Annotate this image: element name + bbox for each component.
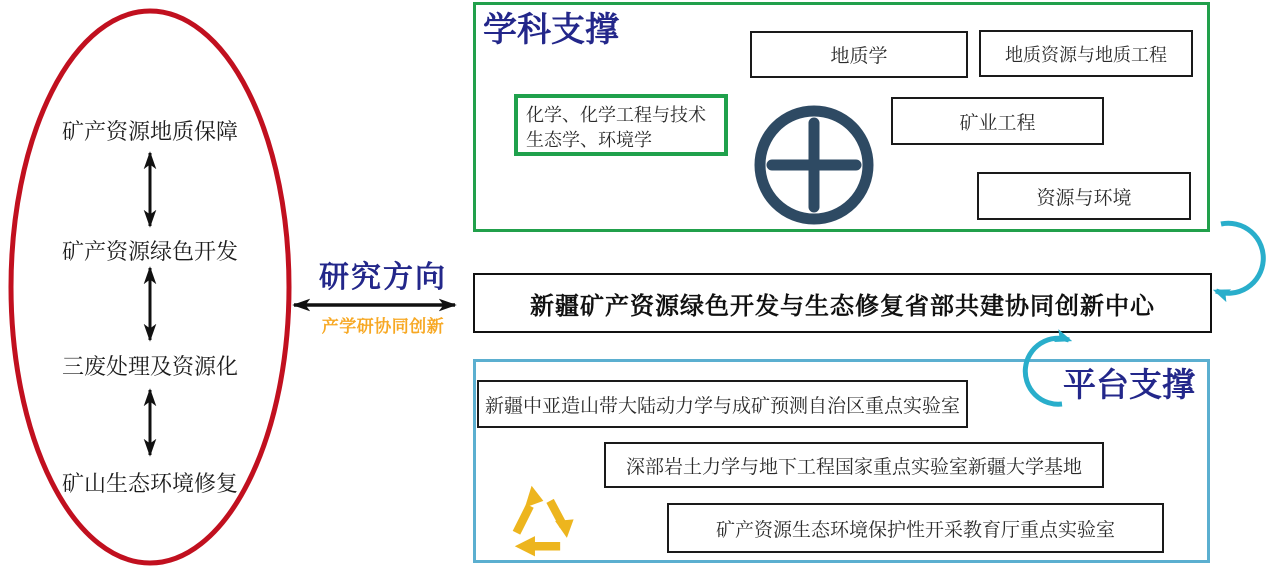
- discipline-geological-resources: [979, 30, 1193, 77]
- discipline-geological-resources-label: 地质资源与地质工程: [1005, 44, 1167, 65]
- platform-lab-1-label: 新疆中亚造山带大陆动力学与成矿预测自治区重点实验室: [484, 395, 960, 417]
- connector-label: 研究方向: [319, 261, 447, 294]
- discipline-resources-environment-label: 资源与环境: [1036, 187, 1132, 209]
- discipline-mining-engineering-label: 矿业工程: [959, 112, 1036, 134]
- center-title: 新疆矿产资源绿色开发与生态修复省部共建协同创新中心: [530, 293, 1155, 320]
- connector-sublabel: 产学研协同创新: [321, 317, 445, 336]
- platform-support-title: 平台支撑: [1063, 366, 1195, 403]
- cyan-cycle-arrow-subject: [1216, 223, 1263, 293]
- platform-lab-2-label: 深部岩土力学与地下工程国家重点实验室新疆大学基地: [625, 456, 1082, 478]
- discipline-mining-engineering: [891, 97, 1104, 145]
- research-direction-4: 矿山生态环境修复: [61, 471, 238, 496]
- research-direction-2: 矿产资源绿色开发: [61, 239, 238, 264]
- platform-lab-2: [604, 442, 1104, 488]
- discipline-chemistry-line1: 化学、化学工程与技术: [526, 105, 706, 125]
- discipline-resources-environment: [977, 172, 1191, 220]
- discipline-chemistry-line2: 生态学、环境学: [526, 129, 652, 150]
- subject-support-title: 学科支撑: [483, 11, 619, 49]
- platform-lab-3-label: 矿产资源生态环境保护性开采教育厅重点实验室: [715, 519, 1115, 541]
- center-title-box: [473, 273, 1212, 333]
- research-direction-1: 矿产资源地质保障: [61, 119, 238, 144]
- discipline-geology: [750, 31, 968, 78]
- platform-lab-3: [667, 503, 1164, 553]
- platform-lab-1: [477, 380, 968, 428]
- research-direction-3: 三废处理及资源化: [61, 354, 238, 379]
- discipline-geology-label: 地质学: [830, 46, 888, 67]
- discipline-chemistry-highlighted: [514, 94, 728, 156]
